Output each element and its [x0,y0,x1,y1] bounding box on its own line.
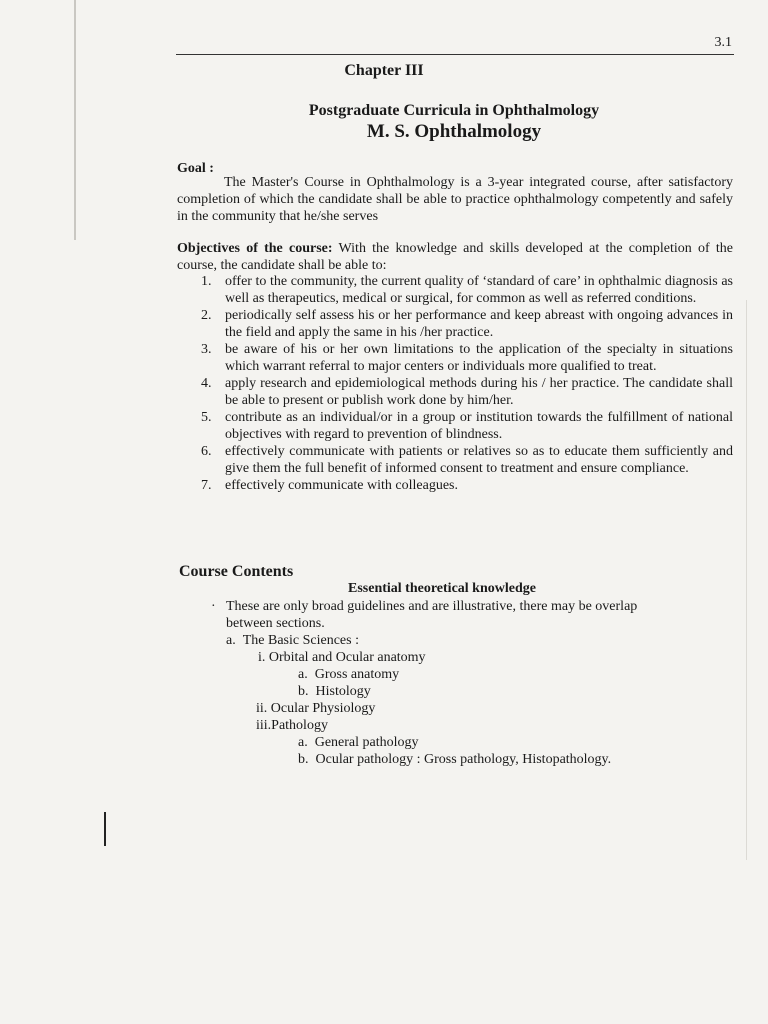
list-item-text: apply research and epidemiological methods during his / her practice. The candidate shall be able to present or publish work done by him/her. [225,376,733,408]
outline-item [256,717,328,734]
outline-text: General pathology [314,735,419,750]
outline-item [226,632,359,649]
list-item-number: 4. [201,376,212,391]
outline-text: The Basic Sciences : [242,633,359,648]
course-contents-heading: Course Contents [179,563,294,580]
outline-item [256,700,375,717]
document-title: M. S. Ophthalmology [366,121,542,142]
outline-text: Histology [315,684,371,699]
list-item [177,409,733,443]
list-item-number: 2. [201,308,212,323]
outline-marker: ii. [256,701,268,716]
list-item-text: effectively communicate with patients or relatives so as to educate them sufficiently and give them the full benefit of informed consent to treatment and ensure compliance. [225,444,733,476]
page-number: 3.1 [714,35,732,50]
outline-item [298,683,371,700]
guideline-note [211,598,734,615]
outline-marker: i. [258,650,266,665]
list-item-text: effectively communicate with colleagues. [225,478,458,493]
goal-heading: Goal : [177,161,214,176]
margin-mark [104,812,106,846]
list-item-number: 5. [201,410,212,425]
goal-text: The Master's Course in Ophthalmology is a 3-year integrated course, after satisfactory completion of which the candidate shall be able to practice ophthalmology competently and safely in the community that he/she serves [177,175,733,224]
objectives-intro: With the knowledge and skills developed at the completion of the course, the candidate shall be able to: [177,241,734,273]
outline-marker: b. [298,684,309,699]
chapter-heading: Chapter III [344,62,424,79]
outline-marker: a. [226,633,236,648]
outline-text: Pathology [271,718,328,733]
outline-marker: iii. [256,718,272,733]
list-item [177,375,733,409]
goal-paragraph [177,174,733,225]
list-item-number: 7. [201,478,212,493]
header-rule [176,54,734,55]
list-item-text: contribute as an individual/or in a group or institution towards the fulfillment of national objectives with regard to prevention of blindness. [225,410,733,442]
list-item-text: be aware of his or her own limitations to the application of the specialty in situations which warrant referral to major centers or individuals more qualified to treat. [225,342,733,374]
list-item [177,443,733,477]
guideline-text: These are only broad guidelines and are illustrative, there may be overlap [226,599,638,614]
outline-item [298,751,611,768]
outline-text: Ocular Physiology [270,701,376,716]
essential-knowledge-heading: Essential theoretical knowledge [348,581,536,596]
binding-edge [74,0,76,240]
objectives-list [177,273,733,494]
page-edge-line [746,300,747,860]
outline-text: Gross anatomy [314,667,400,682]
list-item-number: 3. [201,342,212,357]
list-item-number: 6. [201,444,212,459]
outline-marker: b. [298,752,309,767]
list-item-text: offer to the community, the current quality of ‘standard of care’ in ophthalmic diagnosis as well as therapeutics, medical or surgical, for common as well as referred conditions. [225,274,733,306]
list-item [177,341,733,375]
outline-marker: a. [298,667,308,682]
outline-item [258,649,426,666]
outline-item [298,666,399,683]
list-item [177,273,733,307]
outline-marker: a. [298,735,308,750]
guideline-continuation: between sections. [226,616,325,631]
outline-item [298,734,419,751]
list-item-number: 1. [201,274,212,289]
bullet-icon: · [211,599,216,614]
document-subtitle: Postgraduate Curricula in Ophthalmology [308,102,600,119]
list-item [177,307,733,341]
outline-text: Orbital and Ocular anatomy [268,650,426,665]
objectives-heading: Objectives of the course: [177,241,333,256]
outline-text: Ocular pathology : Gross pathology, Histopathology. [315,752,612,767]
list-item [177,477,733,494]
list-item-text: periodically self assess his or her performance and keep abreast with ongoing advances in the field and apply the same in his /her practice. [225,308,733,340]
objectives-paragraph [177,240,733,274]
